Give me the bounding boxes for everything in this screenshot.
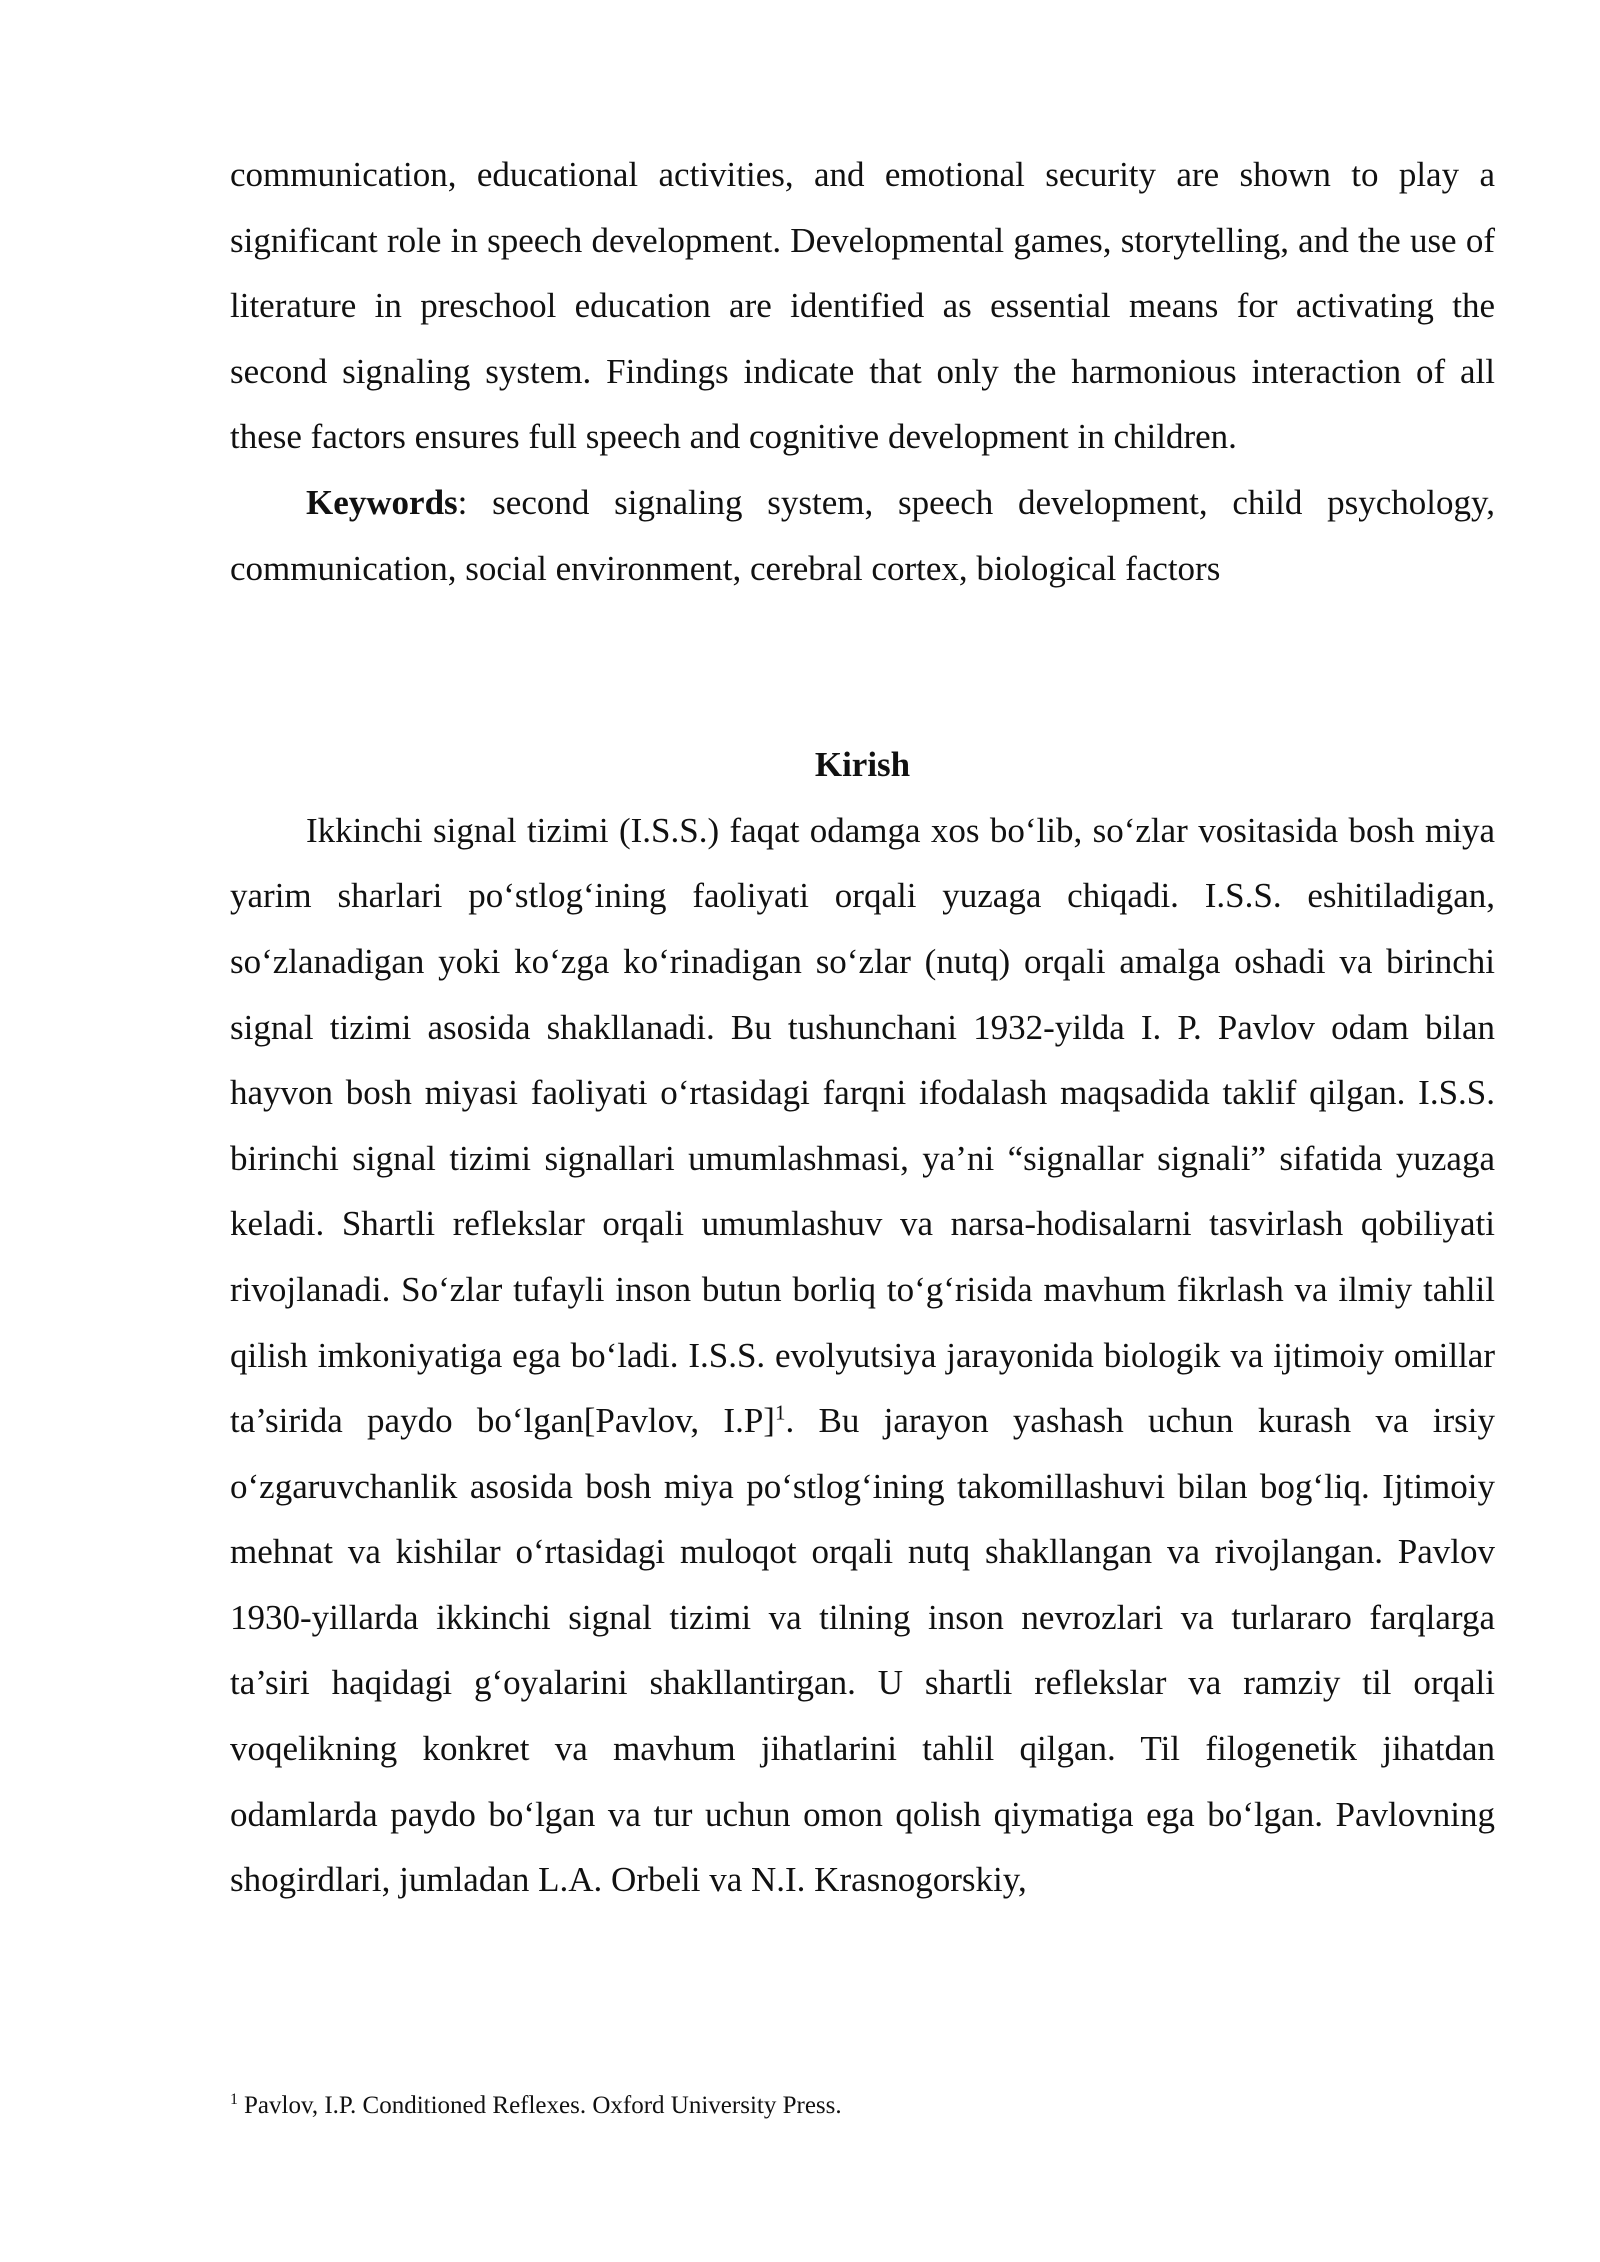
abstract-paragraph: communication, educational activities, and emotional security are shown to play a significant role in speech development. Developmental games, storytelling, and the use of literature in preschool education are identified as essential means for activating the second signaling system. Findings indicate that only the harmonious interaction of all these factors ensures full speech and cognitive development in children. [230,155,1495,457]
keywords-text: : second signaling system, speech development, child psychology, communication, social environment, cerebral cortex, biological factors [230,482,1495,588]
intro-text-part1: Ikkinchi signal tizimi (I.S.S.) faqat odamga xos bo‘lib, so‘zlar vositasida bosh miya yarim sharlari po‘stlog‘ining faoliyati orqali yuzaga chiqadi. I.S.S. eshitiladigan, so‘zlanadigan yoki ko‘zga ko‘rinadigan so‘zlar (nutq) orqali amalga oshadi va birinchi signal tizimi asosida shakllanadi. Bu tushunchani 1932-yilda I. P. Pavlov odam bilan hayvon bosh miyasi faoliyati o‘rtasidagi farqni ifodalash maqsadida taklif qilgan. I.S.S. birinchi signal tizimi signallari umumlashmasi, ya’ni “signallar signali” sifatida yuzaga keladi. Shartli reflekslar orqali umumlashuv va narsa-hodisalarni tasvirlash qobiliyati rivojlanadi. So‘zlar tufayli inson butun borliq to‘g‘risida mavhum fikrlash va ilmiy tahlil qilish imkoniyatiga ega bo‘ladi. I.S.S. evolyutsiya jarayonida biologik va ijtimoiy omillar ta’sirida paydo bo‘lgan[Pavlov, I.P] [230,810,1495,1441]
footnote [230,2090,1495,2122]
intro-paragraph [230,798,1495,1913]
intro-text-part2: . Bu jarayon yashash uchun kurash va irsiy o‘zgaruvchanlik asosida bosh miya po‘stlog‘ining takomillashuvi bilan bog‘liq. Ijtimoiy mehnat va kishilar o‘rtasidagi muloqot orqali nutq shakllangan va rivojlangan. Pavlov 1930-yillarda ikkinchi signal tizimi va tilning inson nevrozlari va turlararo farqlarga ta’siri haqidagi g‘oyalarini shakllantirgan. U shartli reflekslar va ramziy til orqali voqelikning konkret va mavhum jihatlarini tahlil qilgan. Til filogenetik jihatdan odamlarda paydo bo‘lgan va tur uchun omon qolish qiymatiga ega bo‘lgan. Pavlovning shogirdlari, jumladan L.A. Orbeli va N.I. Krasnogorskiy, [230,1401,1495,1900]
footnote-text: Pavlov, I.P. Conditioned Reflexes. Oxford University Press. [244,2092,842,2119]
section-heading: Kirish [814,745,911,785]
footnote-number: 1 [230,2090,238,2108]
body-text [230,142,1495,1913]
keywords-label: Keywords [306,482,458,522]
footnote-reference[interactable]: 1 [774,1400,786,1425]
keywords-paragraph [230,470,1495,601]
